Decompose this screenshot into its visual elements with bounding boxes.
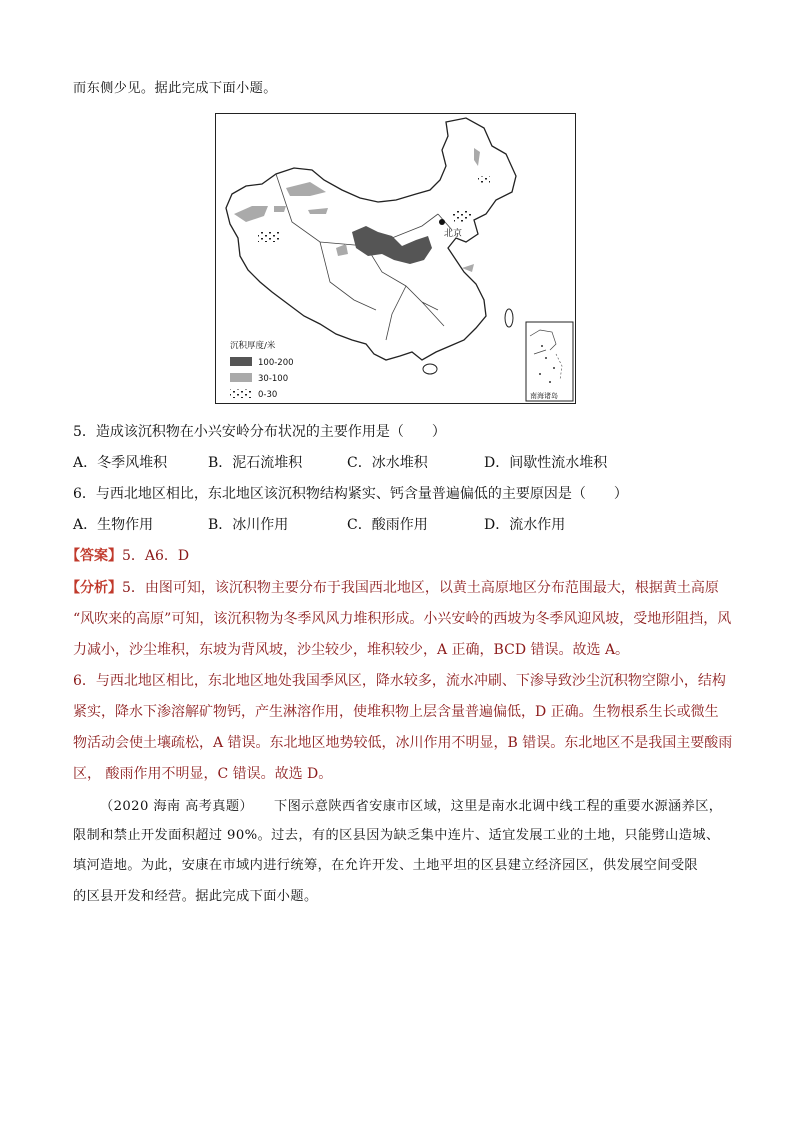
question-6-options xyxy=(73,515,713,535)
china-map-svg xyxy=(216,114,574,402)
next-line-4: 的区县开发和经营。据此完成下面小题。 xyxy=(73,889,318,904)
analysis-line-4: 6．与西北地区相比，东北地区地处我国季风区，降水较多，流水冲刷、下渗导致沙尘沉积物空隙小，结构 xyxy=(73,673,726,689)
question-5-options xyxy=(73,453,713,473)
analysis-text-1: 5．由图可知，该沉积物主要分布于我国西北地区，以黄土高原地区分布范围最大，根据黄土高原 xyxy=(122,580,719,596)
q5-option-c: C．冰水堆积 xyxy=(347,455,428,471)
analysis-line-6: 物活动会使土壤疏松，A 错误。东北地区地势较低，冰川作用不明显，B 错误。东北地区不是我国主要酸雨 xyxy=(73,735,733,751)
beijing-label: 北京 xyxy=(444,229,463,239)
q6-option-d: D．流水作用 xyxy=(484,517,566,533)
next-line-1: 下图示意陕西省安康市区域，这里是南水北调中线工程的重要水源涵养区， xyxy=(274,799,723,814)
loess-gray-3 xyxy=(274,206,286,212)
analysis-line-5: 紧实，降水下渗溶解矿物钙，产生淋溶作用，使堆积物上层含量普遍偏低，D 正确。生物根系生长或微生 xyxy=(73,704,719,720)
analysis-line-1 xyxy=(66,578,719,598)
answer-tag: 【答案】 xyxy=(66,548,122,564)
analysis-line-7: 区， 酸雨作用不明显，C 错误。故选 D。 xyxy=(73,766,333,782)
legend-label-2: 30-100 xyxy=(258,374,289,384)
analysis-line-3: 力减小，沙尘堆积，东坡为背风坡，沙尘较少，堆积较少，A 正确，BCD 错误。故选 A。 xyxy=(73,642,630,658)
q6-option-b: B．冰川作用 xyxy=(208,517,289,533)
q5-option-a: A．冬季风堆积 xyxy=(73,455,168,471)
legend-title: 沉积厚度/米 xyxy=(230,341,276,351)
intro-text: 而东侧少见。据此完成下面小题。 xyxy=(73,81,277,96)
next-line-2: 限制和禁止开发面积超过 90%。过去，有的区县因为缺乏集中连片、适宜发展工业的土地，只能劈山造城、 xyxy=(73,828,720,843)
beijing-marker xyxy=(439,219,445,225)
answer-line xyxy=(66,546,189,566)
next-line-3: 填河造地。为此，安康在市域内进行统筹，在允许开发、土地平坦的区县建立经济园区，供发展空间受限 xyxy=(73,858,699,873)
answer-text: 5．A6．D xyxy=(122,548,190,564)
next-source: （2020 海南 高考真题） xyxy=(100,799,254,814)
analysis-tag: 【分析】 xyxy=(66,580,122,596)
q5-option-d: D．间歇性流水堆积 xyxy=(484,455,608,471)
q5-option-b: B．泥石流堆积 xyxy=(208,455,303,471)
legend-label-3: 0-30 xyxy=(258,390,278,400)
loess-distribution-map xyxy=(215,113,576,404)
question-6-stem: 6．与西北地区相比，东北地区该沉积物结构紧实、钙含量普遍偏低的主要原因是（ ） xyxy=(73,486,628,502)
analysis-line-2: “风吹来的高原”可知，该沉积物为冬季风风力堆积形成。小兴安岭的西坡为冬季风迎风坡，受地形阻挡，风 xyxy=(73,611,732,627)
q6-option-c: C．酸雨作用 xyxy=(347,517,428,533)
question-5-stem: 5．造成该沉积物在小兴安岭分布状况的主要作用是（ ） xyxy=(73,424,446,440)
legend-label-1: 100-200 xyxy=(258,358,294,368)
inset-label: 南海诸岛 xyxy=(530,392,558,400)
q6-option-a: A．生物作用 xyxy=(73,517,154,533)
